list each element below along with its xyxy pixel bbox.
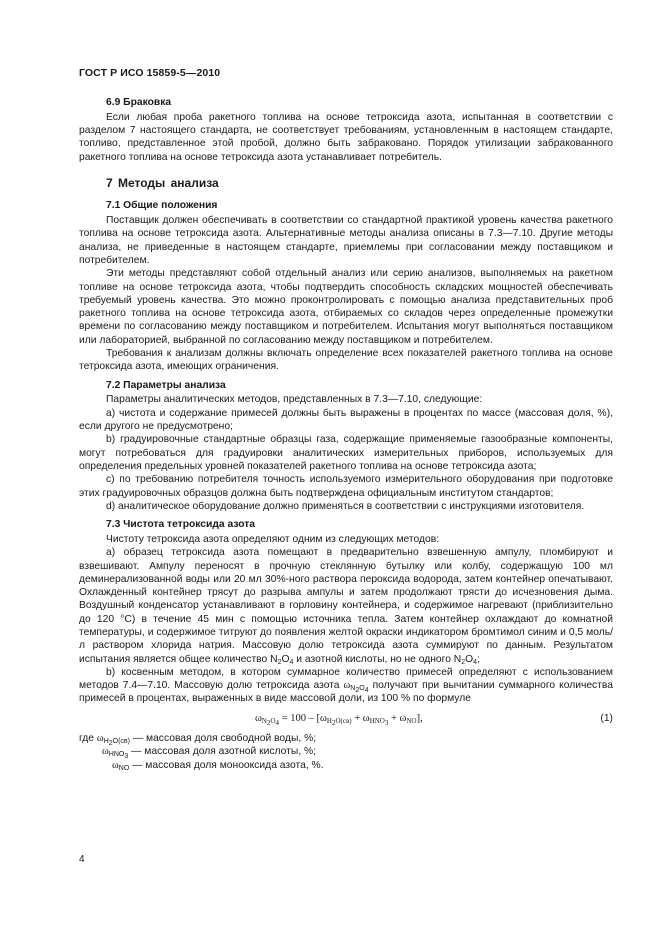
page-content bbox=[79, 96, 613, 772]
section-7-3-intro: Чистоту тетроксида азота определяют одним из следующих методов: bbox=[106, 533, 440, 545]
section-7-1-paragraph-1: Поставщик должен обеспечивать в соответствии со стандартной практикой уровень качества ракетного топлива на основе тетроксида азота. Альтернативные методы анализа описаны в 7.3—7.10. Другие методы анализа, не приведенные в настоящем стандарте, приемлемы при согласовании между поставщиком и потребителем. bbox=[79, 215, 613, 266]
section-7-1-paragraph-3: Требования к анализам должны включать определение всех показателей ракетного топлива на основе тетроксида азота, имеющих ограничения. bbox=[79, 348, 613, 373]
document-header: ГОСТ Р ИСО 15859-5—2010 bbox=[79, 67, 221, 79]
formula-expression: $\omega_{N_2O_4} = 100 - [\omega_{H_2O(св)} + \omega_{HNO_3} + \omega_{NO}]$, bbox=[255, 712, 423, 727]
section-6-9-paragraph: Если любая проба ракетного топлива на основе тетроксида азота, испытанная в соответствии с разделом 7 настоящего стандарта, не соответствует требованиям, установленным в настоящем стандарте, топливо, представленное этой пробой, должно быть забраковано. Порядок утилизации забракованного ракетного топлива на основе тетроксида азота устанавливает потребитель. bbox=[79, 111, 613, 163]
definition-nitric-oxide: $\omega_{NO}$ — массовая доля монооксида азота, %. bbox=[112, 759, 324, 772]
section-7-3-heading: 7.3 Чистота тетроксида азота bbox=[106, 519, 256, 531]
section-7-1-paragraph-2: Эти методы представляют собой отдельный анализ или серию анализов, выполняемых на ракетном топливе на основе тетроксида азота, чтобы подтвердить способность складских мощностей обеспечивать требуемый уровень качества. Это можно проконтролировать с помощью анализа представительных проб ракетного топлива на основе тетроксида азота, отбираемых со складов через определенные промежутки времени по согласованию между поставщиком и потребителем. Испытания могут выполняться поставщиком или лабораторией, выбранной по согласованию между поставщиком и потребителем. bbox=[79, 268, 613, 346]
section-7-2-item-c: c) по требованию потребителя точность используемого измерительного оборудования при подготовке этих градуировочных образцов должна быть подтверждена официальным институтом стандартов; bbox=[79, 474, 613, 499]
section-7-3-item-b: b) косвенным методом, в котором суммарное количество примесей определяют с использованием методов 7.4—7.10. Массовую долю тетроксида азота $\omega_{N_2O_4}$ получают при вычитании суммарного количества примесей в процентах, выраженных в виде массовой доли, из 100 % по формуле bbox=[79, 666, 613, 705]
section-7-3-item-a: a) образец тетроксида азота помещают в предварительно взвешенную ампулу, пломбируют и взвешивают. Ампулу переносят в прочную стеклянную бутылку или колбу, содержащую 100 мл деминерализованной воды или 20 мл 30%-ного раствора пероксида водорода, затем контейнер опечатывают. Охлажденный контейнер трясут до разрыва ампулы и затем продолжают трясти до исчезновения дыма. Воздушный конденсатор устанавливают в горловину контейнера, и содержимое нагревают (приблизительно до 120 °C) в течение 45 мин с помощью источника тепла. Затем контейнер охлаждают до комнатной температуры, и содержимое титруют до появления желтой окраски индикатором бромтимол синим и 0,5 моль/л раствором хлорида натрия. Массовую долю тетроксида азота суммируют по данным. Результатом испытания является общее количество $N_2O_4$ и азотной кислоты, но не одного $N_2O_4$; bbox=[79, 547, 613, 666]
formula-number: (1) bbox=[600, 712, 613, 724]
section-7-1-heading: 7.1 Общие положения bbox=[106, 200, 218, 212]
section-7-2-item-d: d) аналитическое оборудование должно применяться в соответствии с инструкциями изготовителя. bbox=[106, 500, 585, 512]
section-6-9-heading: 6.9 Браковка bbox=[106, 97, 172, 108]
definition-water: где $\omega_{H_2O(св)}$ — массовая доля свободной воды, %; bbox=[79, 732, 317, 747]
formula-1 bbox=[79, 712, 613, 727]
page-number: 4 bbox=[79, 854, 85, 865]
section-7-2-heading: 7.2 Параметры анализа bbox=[106, 379, 226, 391]
section-7-2-intro: Параметры аналитических методов, представленных в 7.3—7.10, следующие: bbox=[106, 394, 483, 406]
section-7-2-item-a: a) чистота и содержание примесей должны быть выражены в процентах по массе (массовая доля, %), если другого не предусмотрено; bbox=[79, 407, 613, 433]
section-7-2-item-b: b) градуировочные стандартные образцы газа, содержащие применяемые газообразные компоненты, могут потребоваться для градуировки аналитических измерительных приборов, используемых для определения предельных уровней показателей ракетного топлива на основе тетроксида азота; bbox=[79, 434, 613, 472]
section-7-heading: 7 Методы анализа bbox=[106, 175, 219, 190]
definition-nitric-acid: $\omega_{HNO_3}$ — массовая доля азотной кислоты, %; bbox=[102, 746, 317, 761]
